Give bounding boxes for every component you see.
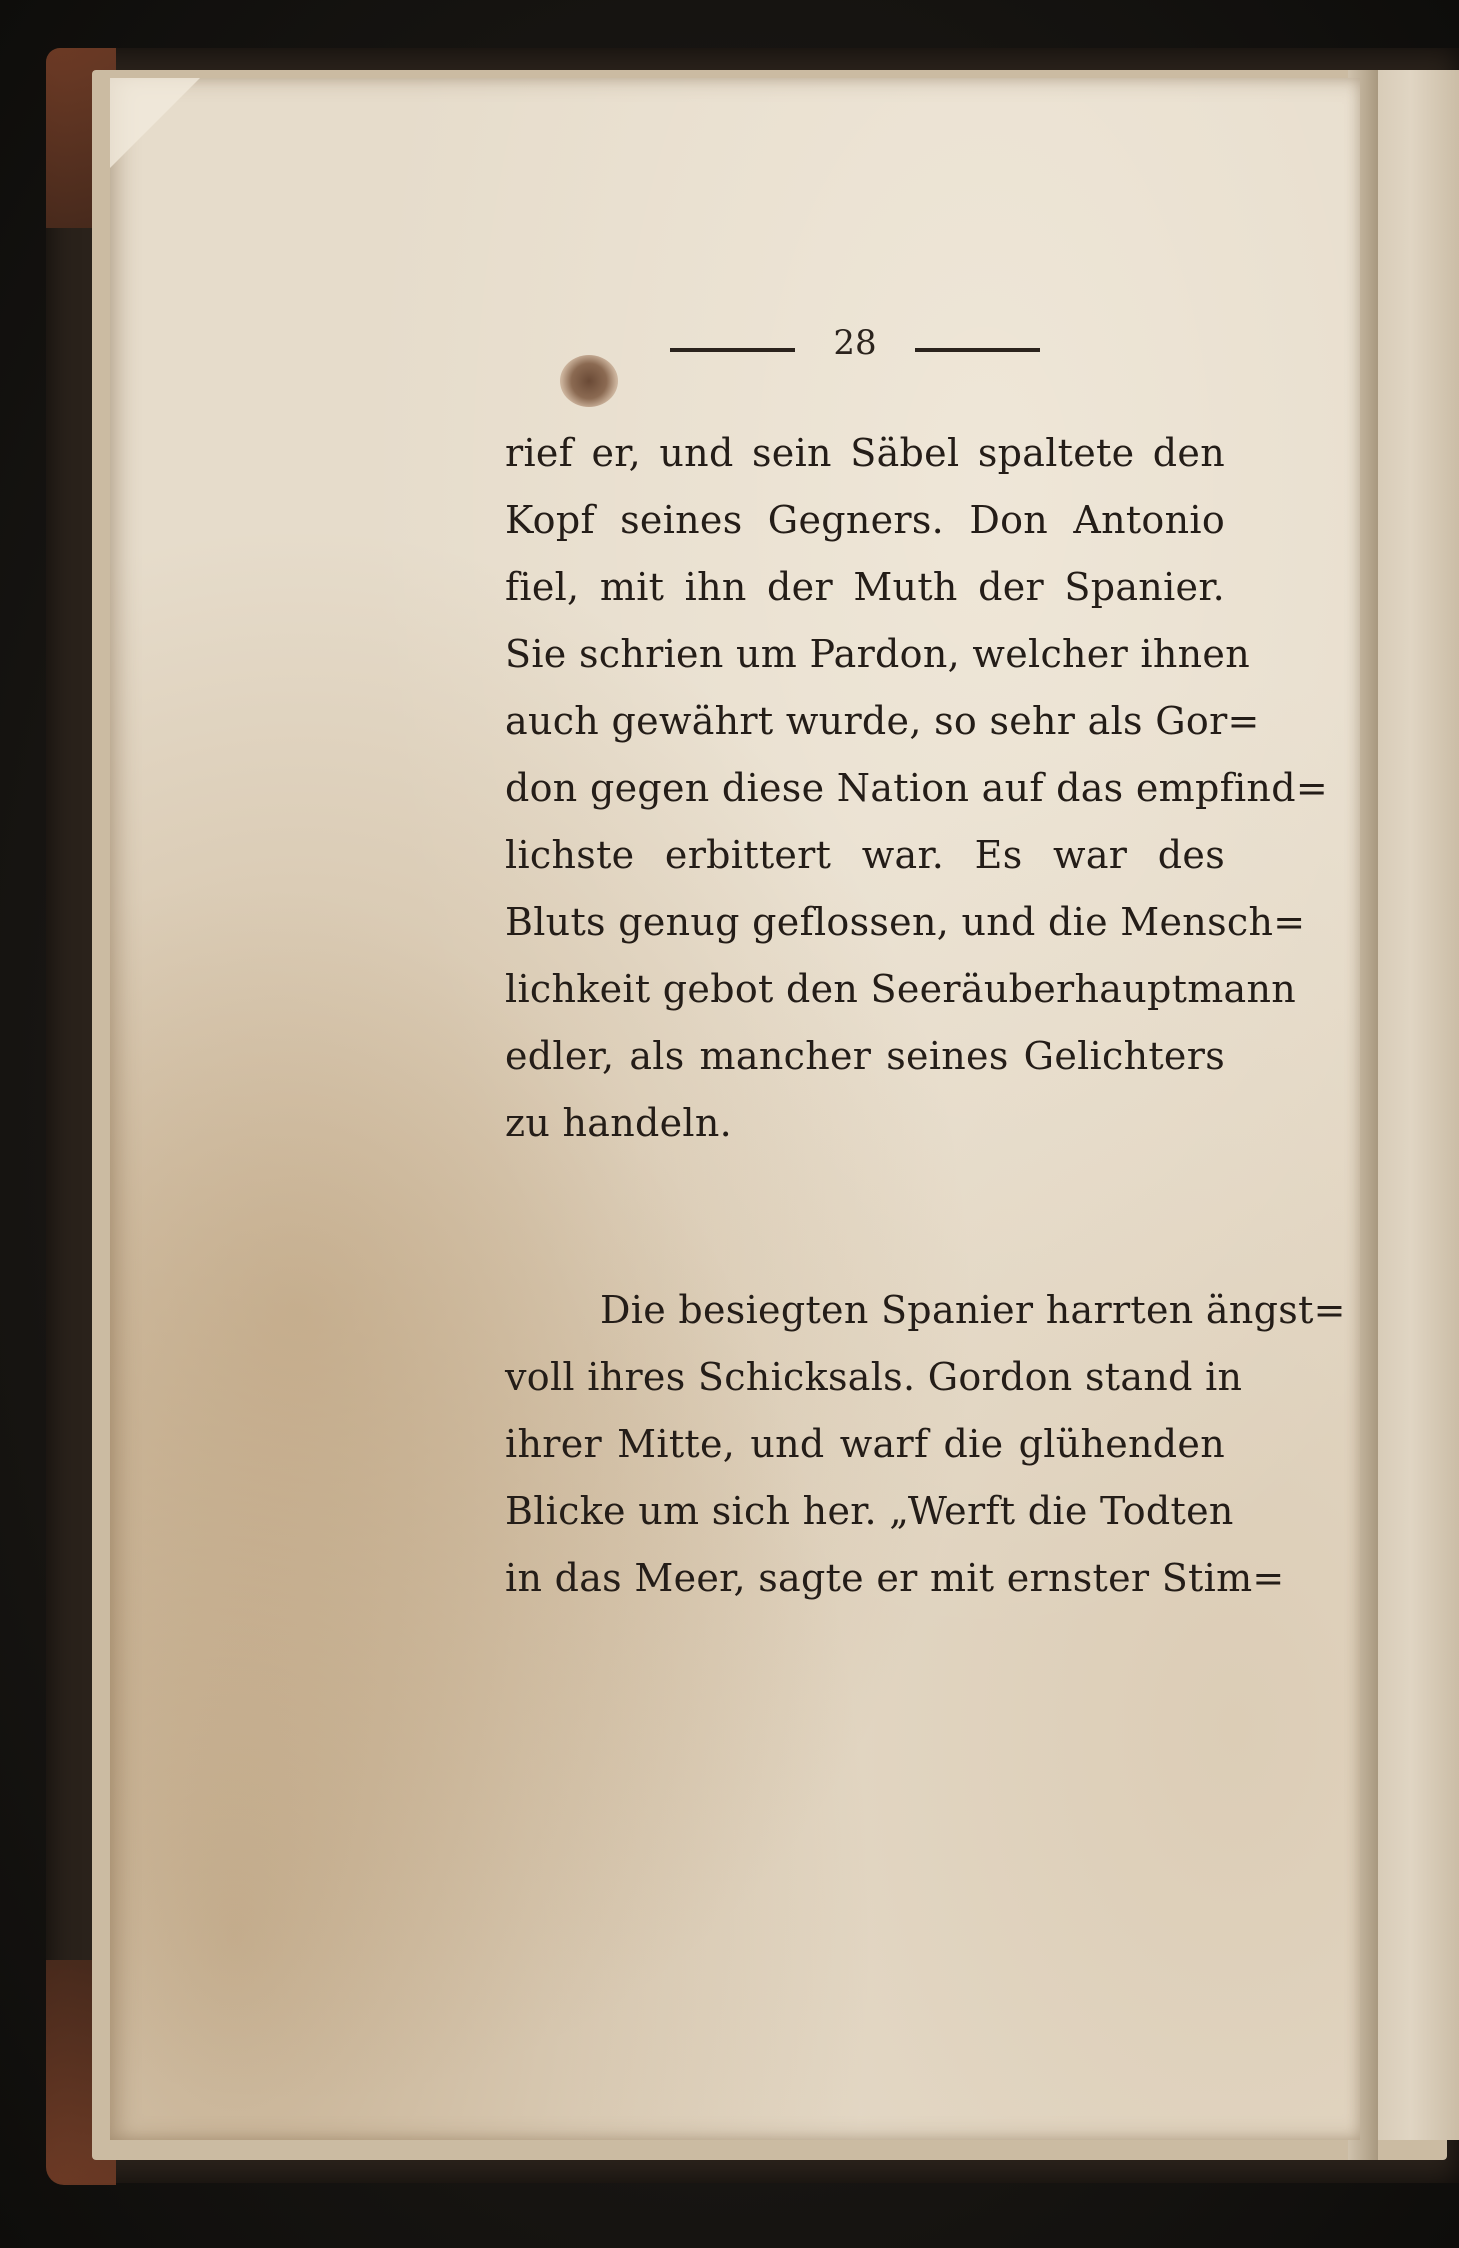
text-line: auch gewährt wurde, so sehr als Gor= <box>505 699 1260 743</box>
header-rule-left <box>670 348 795 352</box>
paragraph-gap <box>505 1157 1225 1277</box>
text-line: fiel, mit ihn der Muth der Spanier. <box>505 565 1225 609</box>
text-line: don gegen diese Nation auf das empfind= <box>505 766 1328 810</box>
facing-page-edge <box>1378 70 1459 2140</box>
text-line: zu handeln. <box>505 1101 732 1145</box>
text-line: ihrer Mitte, und warf die glühenden <box>505 1422 1225 1466</box>
page-number: 28 <box>833 323 877 363</box>
text-line: voll ihres Schicksals. Gordon stand in <box>505 1355 1243 1399</box>
paragraph-1 <box>505 420 1328 1157</box>
text-line: rief er, und sein Säbel spaltete den <box>505 431 1225 475</box>
text-line: lichste erbittert war. Es war des <box>505 833 1225 877</box>
text-line: Bluts genug geflossen, und die Mensch= <box>505 900 1306 944</box>
text-line: edler, als mancher seines Gelichters <box>505 1034 1225 1078</box>
text-line: lichkeit gebot den Seeräuberhauptmann <box>505 967 1297 1011</box>
text-line: Die besiegten Spanier harrten ängst= <box>600 1288 1346 1332</box>
paragraph-2 <box>505 1277 1346 1612</box>
ink-stain <box>560 355 618 407</box>
body-text <box>505 420 1346 1612</box>
text-line: Sie schrien um Pardon, welcher ihnen <box>505 632 1250 676</box>
text-line: Kopf seines Gegners. Don Antonio <box>505 498 1225 542</box>
header-rule-right <box>915 348 1040 352</box>
text-line: Blicke um sich her. „Werft die Todten <box>505 1489 1234 1533</box>
page-corner-fold <box>110 78 200 168</box>
text-line: in das Meer, sagte er mit ernster Stim= <box>505 1556 1285 1600</box>
page-header <box>670 318 1050 368</box>
